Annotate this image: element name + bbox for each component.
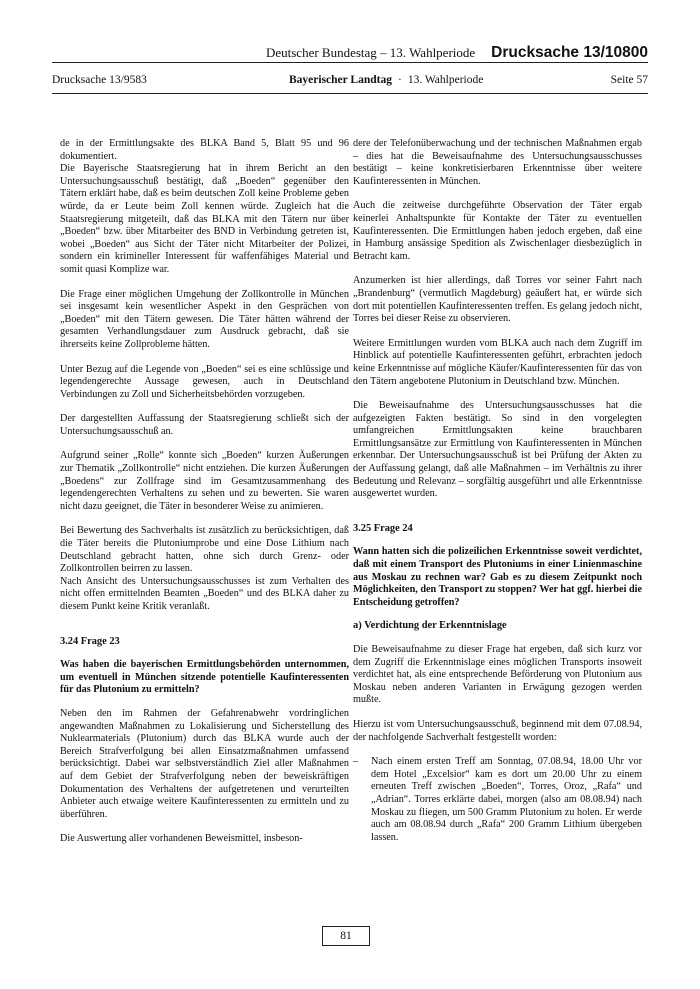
- left-column: [60, 138, 349, 858]
- paragraph: Unter Bezug auf die Legende von „Boeden“ sei es eine schlüssige und legendengerechte Aussage gewesen, auch in Deutschland Verbindungen zu Zoll und Sicherheitsbehörden vorzugeben.: [60, 363, 349, 400]
- fact-list: [353, 756, 642, 844]
- page-number: 81: [322, 926, 370, 946]
- sub-parliament: [289, 74, 483, 86]
- section-heading: 3.25 Frage 24: [353, 522, 413, 534]
- document-header: [52, 44, 648, 62]
- paragraph: Die Bayerische Staatsregierung hat in ihrem Bericht an den Untersuchungsausschuß bestätigt, daß „Boeden“ gegenüber den Tätern erklärt habe, daß es beim deutschen Zoll keine Probleme geben würde, da er Leute beim Zoll kennen würde. Zugleich hat die Staatsregierung mitgeteilt, daß das BLKA mit den Tätern nur über „Boeden“ bzw. über Mitarbeiter des BND in Verbindung getreten ist, wobei „Boeden“ aus Sicht der Täter nicht Mitarbeiter der Polizei, sondern ein krimineller Interessent für waffenfähiges Material und somit quasi Komplize war.: [60, 163, 349, 275]
- drucksache-number: Drucksache 13/10800: [491, 44, 648, 61]
- sub-header: [52, 74, 648, 92]
- question-text: Wann hatten sich die polizeilichen Erkenntnisse soweit verdichtet, daß mit einem Transport des Plutoniums in einer Linienmaschine aus Moskau zu rechnen war? Gab es zu diesem Zeitpunkt noch Möglichkeiten, den Transport zu stoppen? Wer hat ggf. hierbei die Entscheidung getroffen?: [353, 546, 642, 608]
- paragraph: Hierzu ist vom Untersuchungsausschuß, beginnend mit dem 07.08.94, der nachfolgende Sachverhalt festgestellt worden:: [353, 718, 642, 743]
- list-item-text: Nach einem ersten Treff am Sonntag, 07.08.94, 18.00 Uhr vor dem Hotel „Excelsior“ kam es dort um 20.00 Uhr zu einem erneuten Treff zwischen „Boeden“, Torres, Oroz, „Rafa“ und „Adrian“. Torres erklärte dabei, morgen (also am 08.08.94) nach Moskau zu fliegen, um 500 Gramm Plutonium zu holen. Er werde auch am 08.08.94 durch „Rafa“ 200 Gramm Lithium übergeben lassen.: [371, 756, 642, 843]
- paragraph: Weitere Ermittlungen wurden vom BLKA auch nach dem Zugriff im Hinblick auf potentielle Kaufinteressenten geführt, erbrachten jedoch keine Erkenntnisse auf mögliche Käufer/Kaufinteressenten für das von den Tätern angebotene Plutonium in Deutschland bzw. München.: [353, 337, 642, 387]
- list-item: [353, 756, 642, 844]
- paragraph: Die Auswertung aller vorhandenen Beweismittel, insbeson-: [60, 833, 303, 845]
- paragraph: Der dargestellten Auffassung der Staatsregierung schließt sich der Untersuchungsausschuß an.: [60, 413, 349, 437]
- question-text: Was haben die bayerischen Ermittlungsbehörden unternommen, um eventuell in München sitzende potentielle Kaufinteressenten für das Plutonium zu ermitteln?: [60, 659, 349, 696]
- paragraph: Neben den im Rahmen der Gefahrenabwehr vordringlichen angewandten Maßnahmen zu Lokalisierung und Sicherstellung des Nuklearmaterials (Plutonium) durch das BLKA wurde auch der Bereich Strafverfolgung bei allen Einsatzmaßnahmen umfassend berücksichtigt. Dabei war selbstverständlich Ziel aller Maßnahmen auf dem Gebiet der Strafverfolgung neben der beweiskräftigen Dokumentation des Verhaltens der aufgetretenen und verurteilten Anbieter auch etwaige weitere Kaufinteressenten zu ermitteln und zu überführen.: [60, 707, 349, 820]
- paragraph: Die Beweisaufnahme zu dieser Frage hat ergeben, daß sich kurz vor dem Zugriff die Erkenntnislage eines möglichen Transports insoweit verdichtet hat, als eine entsprechende Beförderung von Plutonium aus Moskau neben anderen Varianten in Erwägung gezogen werden mußte.: [353, 644, 642, 706]
- paragraph: Nach Ansicht des Untersuchungsausschusses ist zum Verhalten des nicht offen ermittelnden Beamten „Boeden“ und des BLKA daher zu diesem Punkt keine Kritik veranlaßt.: [60, 575, 349, 612]
- sub-header-rule: [52, 93, 648, 94]
- subsection-heading: a) Verdichtung der Erkenntnislage: [353, 620, 507, 632]
- paragraph: Anzumerken ist hier allerdings, daß Torres vor seiner Fahrt nach „Brandenburg“ (vermutlich Magdeburg) geäußert hat, er würde sich dort mit potentiellen Kaufinteressenten treffen. Es gelang jedoch nicht, Torres bei dieser Reise zu observieren.: [353, 275, 642, 325]
- separator-dot: ·: [397, 74, 402, 86]
- dash-bullet: –: [353, 756, 359, 768]
- page-label: Seite 57: [610, 74, 648, 86]
- paragraph: Die Beweisaufnahme des Untersuchungsausschusses hat die aufgezeigten Fakten bestätigt. So sind in den vorgelegten umfangreichen Ermittlungsakten keine brauchbaren Ermittlungsansätze zur Ermittlung von Kaufinteressenten in München erkennbar. Der Untersuchungsausschuß ist bei Prüfung der Akten zu der Auffassung gelangt, daß alle Maßnahmen – im Verhältnis zu ihrer Bedeutung und Relevanz – sorgfältig ausgeführt und alle Erkenntnisse ausgewertet wurden.: [353, 400, 642, 500]
- paragraph: Aufgrund seiner „Rolle“ konnte sich „Boeden“ kurzen Äußerungen zur Thematik „Zollkontrolle“ nicht entziehen. Die kurzen Äußerungen „Boedens“ zur Zollfrage sind im Gesamtzusammenhang des legendengerechten Verhaltens zu sehen und zu bewerten. Sie waren nicht dazu geeignet, die Täter in besonderer Weise zu animieren.: [60, 450, 349, 512]
- right-column: [353, 138, 642, 844]
- sub-period: 13. Wahlperiode: [407, 74, 484, 86]
- paragraph: dere der Telefonüberwachung und der technischen Maßnahmen ergab – dies hat die Beweisaufnahme des Untersuchungsausschusses bestätigt – keine konkretisierbaren Erkenntnisse über weitere Kaufinteressenten in München.: [353, 138, 642, 187]
- section-heading: 3.24 Frage 23: [60, 635, 120, 647]
- legislature-label: Deutscher Bundestag – 13. Wahlperiode: [265, 45, 476, 60]
- header-rule: [52, 62, 648, 63]
- parliament-name: Bayerischer Landtag: [289, 74, 392, 86]
- paragraph: Bei Bewertung des Sachverhalts ist zusätzlich zu berücksichtigen, daß die Täter bereits die Plutoniumprobe und eine Dose Lithium nach Deutschland gebracht hatten, ohne sich durch Grenz- oder Zollkontrollen beirren zu lassen.: [60, 525, 349, 575]
- paragraph: de in der Ermittlungsakte des BLKA Band 5, Blatt 95 und 96 dokumentiert.: [60, 138, 349, 162]
- paragraph: Die Frage einer möglichen Umgehung der Zollkontrolle in München sei insgesamt kein wesentlicher Aspekt in den Gesprächen von „Boeden“ mit den Tätern gewesen. Die Täter hätten während der gesamten Verhandlungsdauer zum Ausdruck gebracht, daß sie ihrerseits keine Zollprobleme hätten.: [60, 288, 349, 350]
- sub-drucksache: Drucksache 13/9583: [52, 74, 147, 86]
- paragraph: Auch die zeitweise durchgeführte Observation der Täter ergab keinerlei Anhaltspunkte für Kontakte der Täter zu eventuellen Kaufinteressenten. Die Ermittlungen haben jedoch ergeben, daß eine in Hamburg ansässige Spedition als Zwischenlager diesbezüglich in Betracht kam.: [353, 200, 642, 262]
